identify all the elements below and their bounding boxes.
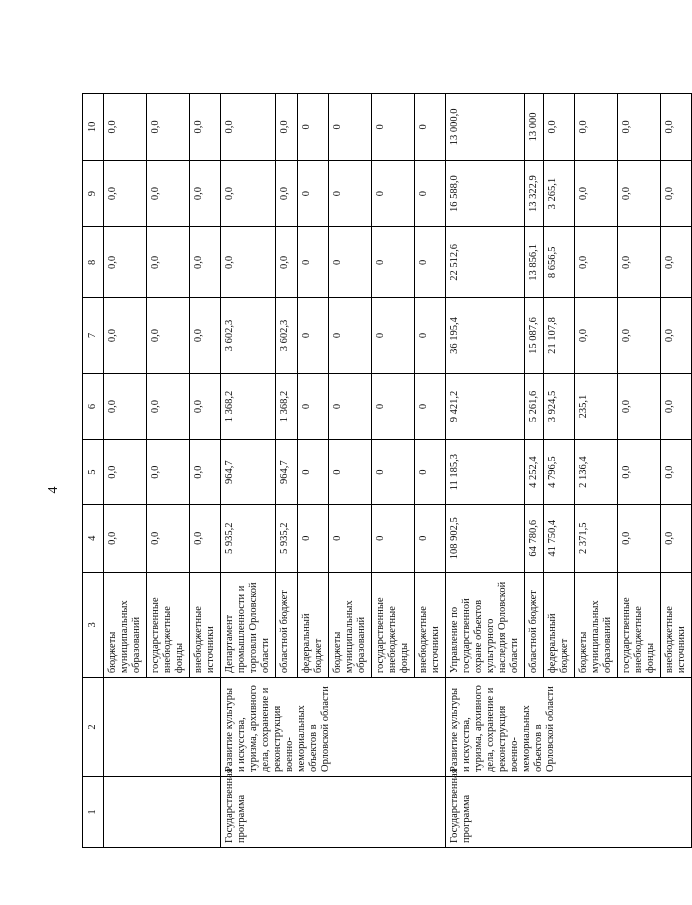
program-name-cell — [104, 678, 221, 777]
value-cell: 4 252,4 — [525, 440, 544, 505]
value-cell: 0,0 — [618, 227, 661, 298]
value-cell: 0,0 — [104, 160, 147, 227]
value-cell: 0 — [329, 227, 372, 298]
value-cell: 3 602,3 — [221, 298, 276, 373]
value-cell: 0,0 — [276, 94, 298, 161]
value-cell: 2 371,5 — [575, 504, 618, 572]
value-cell: 0,0 — [276, 160, 298, 227]
value-cell: 0 — [298, 504, 329, 572]
value-cell: 41 750,4 — [544, 504, 575, 572]
value-cell: 0,0 — [661, 440, 692, 505]
funding-source-cell: внебюджетные источники — [190, 572, 221, 677]
header-row — [83, 94, 104, 848]
status-cell: Государственная программа — [221, 777, 446, 848]
value-cell: 0,0 — [190, 227, 221, 298]
value-cell: 0,0 — [661, 160, 692, 227]
value-cell: 0,0 — [544, 94, 575, 161]
header-cell: 8 — [83, 227, 104, 298]
value-cell: 0 — [298, 298, 329, 373]
value-cell: 0,0 — [147, 94, 190, 161]
value-cell: 0 — [415, 504, 446, 572]
value-cell: 0,0 — [190, 504, 221, 572]
value-cell: 0,0 — [104, 298, 147, 373]
value-cell: 0,0 — [147, 227, 190, 298]
value-cell: 964,7 — [221, 440, 276, 505]
value-cell: 235,1 — [575, 373, 618, 440]
value-cell: 0,0 — [190, 440, 221, 505]
table-row — [446, 94, 525, 848]
value-cell: 8 656,5 — [544, 227, 575, 298]
value-cell: 0,0 — [190, 373, 221, 440]
status-cell — [104, 777, 221, 848]
value-cell: 0,0 — [190, 298, 221, 373]
value-cell: 36 195,4 — [446, 298, 525, 373]
value-cell: 0 — [298, 440, 329, 505]
value-cell: 0 — [372, 160, 415, 227]
value-cell: 0 — [329, 160, 372, 227]
value-cell: 0,0 — [104, 440, 147, 505]
header-cell: 3 — [83, 572, 104, 677]
value-cell: 108 902,5 — [446, 504, 525, 572]
value-cell: 0 — [329, 440, 372, 505]
value-cell: 0,0 — [104, 227, 147, 298]
value-cell: 0 — [372, 298, 415, 373]
value-cell: 0,0 — [575, 160, 618, 227]
value-cell: 1 368,2 — [221, 373, 276, 440]
value-cell: 0,0 — [104, 373, 147, 440]
program-name-cell: Развитие культуры и искусства, туризма, архивного дела, сохранение и реконструкция военно-мемориальных объектов в Орловской области — [221, 678, 446, 777]
table-row — [221, 94, 276, 848]
funding-source-cell: бюджеты муниципальных образований — [104, 572, 147, 677]
funding-source-cell: государственные внебюджетные фонды — [147, 572, 190, 677]
value-cell: 0,0 — [147, 298, 190, 373]
value-cell: 0,0 — [618, 298, 661, 373]
value-cell: 0 — [372, 373, 415, 440]
value-cell: 0 — [329, 504, 372, 572]
funding-source-cell: федеральный бюджет — [544, 572, 575, 677]
value-cell: 0 — [415, 227, 446, 298]
value-cell: 21 107,8 — [544, 298, 575, 373]
header-cell: 1 — [83, 777, 104, 848]
value-cell: 0 — [372, 440, 415, 505]
value-cell: 0,0 — [147, 440, 190, 505]
page-number: 4 — [46, 486, 61, 494]
funding-source-cell: государственные внебюджетные фонды — [372, 572, 415, 677]
value-cell: 0 — [329, 94, 372, 161]
value-cell: 0 — [372, 227, 415, 298]
value-cell: 0 — [372, 94, 415, 161]
value-cell: 964,7 — [276, 440, 298, 505]
value-cell: 0,0 — [190, 94, 221, 161]
funding-source-cell: федеральный бюджет — [298, 572, 329, 677]
header-cell: 7 — [83, 298, 104, 373]
value-cell: 0,0 — [575, 298, 618, 373]
funding-source-cell: Управление по государственной охране объектов культурного наследия Орловской области — [446, 572, 525, 677]
value-cell: 0,0 — [104, 504, 147, 572]
value-cell: 9 421,2 — [446, 373, 525, 440]
value-cell: 5 935,2 — [221, 504, 276, 572]
value-cell: 0,0 — [618, 504, 661, 572]
value-cell: 0 — [298, 94, 329, 161]
value-cell: 0 — [415, 298, 446, 373]
value-cell: 64 780,6 — [525, 504, 544, 572]
funding-source-cell: внебюджетные источники — [415, 572, 446, 677]
funding-source-cell: Департамент промышленности и торговли Орловской области — [221, 572, 276, 677]
value-cell: 3 265,1 — [544, 160, 575, 227]
funding-source-cell: бюджеты муниципальных образований — [575, 572, 618, 677]
value-cell: 0,0 — [618, 94, 661, 161]
value-cell: 0,0 — [147, 373, 190, 440]
value-cell: 0 — [329, 373, 372, 440]
header-cell: 9 — [83, 160, 104, 227]
value-cell: 22 512,6 — [446, 227, 525, 298]
value-cell: 0,0 — [661, 373, 692, 440]
table-body — [83, 94, 692, 848]
value-cell: 5 935,2 — [276, 504, 298, 572]
value-cell: 0,0 — [661, 298, 692, 373]
header-cell: 5 — [83, 440, 104, 505]
value-cell: 0,0 — [618, 160, 661, 227]
header-cell: 2 — [83, 678, 104, 777]
value-cell: 0 — [415, 160, 446, 227]
value-cell: 5 261,6 — [525, 373, 544, 440]
value-cell: 0,0 — [661, 94, 692, 161]
value-cell: 0,0 — [104, 94, 147, 161]
value-cell: 0 — [415, 373, 446, 440]
value-cell: 11 185,3 — [446, 440, 525, 505]
value-cell: 0 — [415, 440, 446, 505]
value-cell: 0 — [298, 227, 329, 298]
value-cell: 0,0 — [190, 160, 221, 227]
value-cell: 13 322,9 — [525, 160, 544, 227]
value-cell: 13 000,0 — [446, 94, 525, 161]
value-cell: 0,0 — [575, 227, 618, 298]
value-cell: 15 087,6 — [525, 298, 544, 373]
program-name-cell: Развитие культуры и искусства, туризма, архивного дела, сохранение и реконструкция военно-мемориальных объектов в Орловской области — [446, 678, 692, 777]
value-cell: 0,0 — [221, 160, 276, 227]
funding-source-cell: областной бюджет — [276, 572, 298, 677]
value-cell: 13 856,1 — [525, 227, 544, 298]
value-cell: 2 136,4 — [575, 440, 618, 505]
value-cell: 3 602,3 — [276, 298, 298, 373]
value-cell: 3 924,5 — [544, 373, 575, 440]
table-row — [104, 94, 147, 848]
value-cell: 0,0 — [147, 504, 190, 572]
value-cell: 0 — [329, 298, 372, 373]
funding-source-cell: бюджеты муниципальных образований — [329, 572, 372, 677]
value-cell: 0,0 — [618, 373, 661, 440]
value-cell: 0,0 — [276, 227, 298, 298]
value-cell: 1 368,2 — [276, 373, 298, 440]
value-cell: 0,0 — [221, 94, 276, 161]
rotated-table-wrapper — [82, 93, 687, 848]
value-cell: 16 588,0 — [446, 160, 525, 227]
value-cell: 0,0 — [575, 94, 618, 161]
budget-table — [82, 93, 692, 848]
funding-source-cell: областной бюджет — [525, 572, 544, 677]
value-cell: 0,0 — [147, 160, 190, 227]
header-cell: 10 — [83, 94, 104, 161]
funding-source-cell: государственные внебюджетные фонды — [618, 572, 661, 677]
value-cell: 0,0 — [221, 227, 276, 298]
status-cell: Государственная программа — [446, 777, 692, 848]
value-cell: 0 — [298, 373, 329, 440]
value-cell: 0,0 — [661, 504, 692, 572]
funding-source-cell: внебюджетные источники — [661, 572, 692, 677]
value-cell: 0 — [298, 160, 329, 227]
header-cell: 6 — [83, 373, 104, 440]
value-cell: 13 000 — [525, 94, 544, 161]
value-cell: 0,0 — [661, 227, 692, 298]
value-cell: 4 796,5 — [544, 440, 575, 505]
value-cell: 0 — [415, 94, 446, 161]
value-cell: 0,0 — [618, 440, 661, 505]
header-cell: 4 — [83, 504, 104, 572]
value-cell: 0 — [372, 504, 415, 572]
